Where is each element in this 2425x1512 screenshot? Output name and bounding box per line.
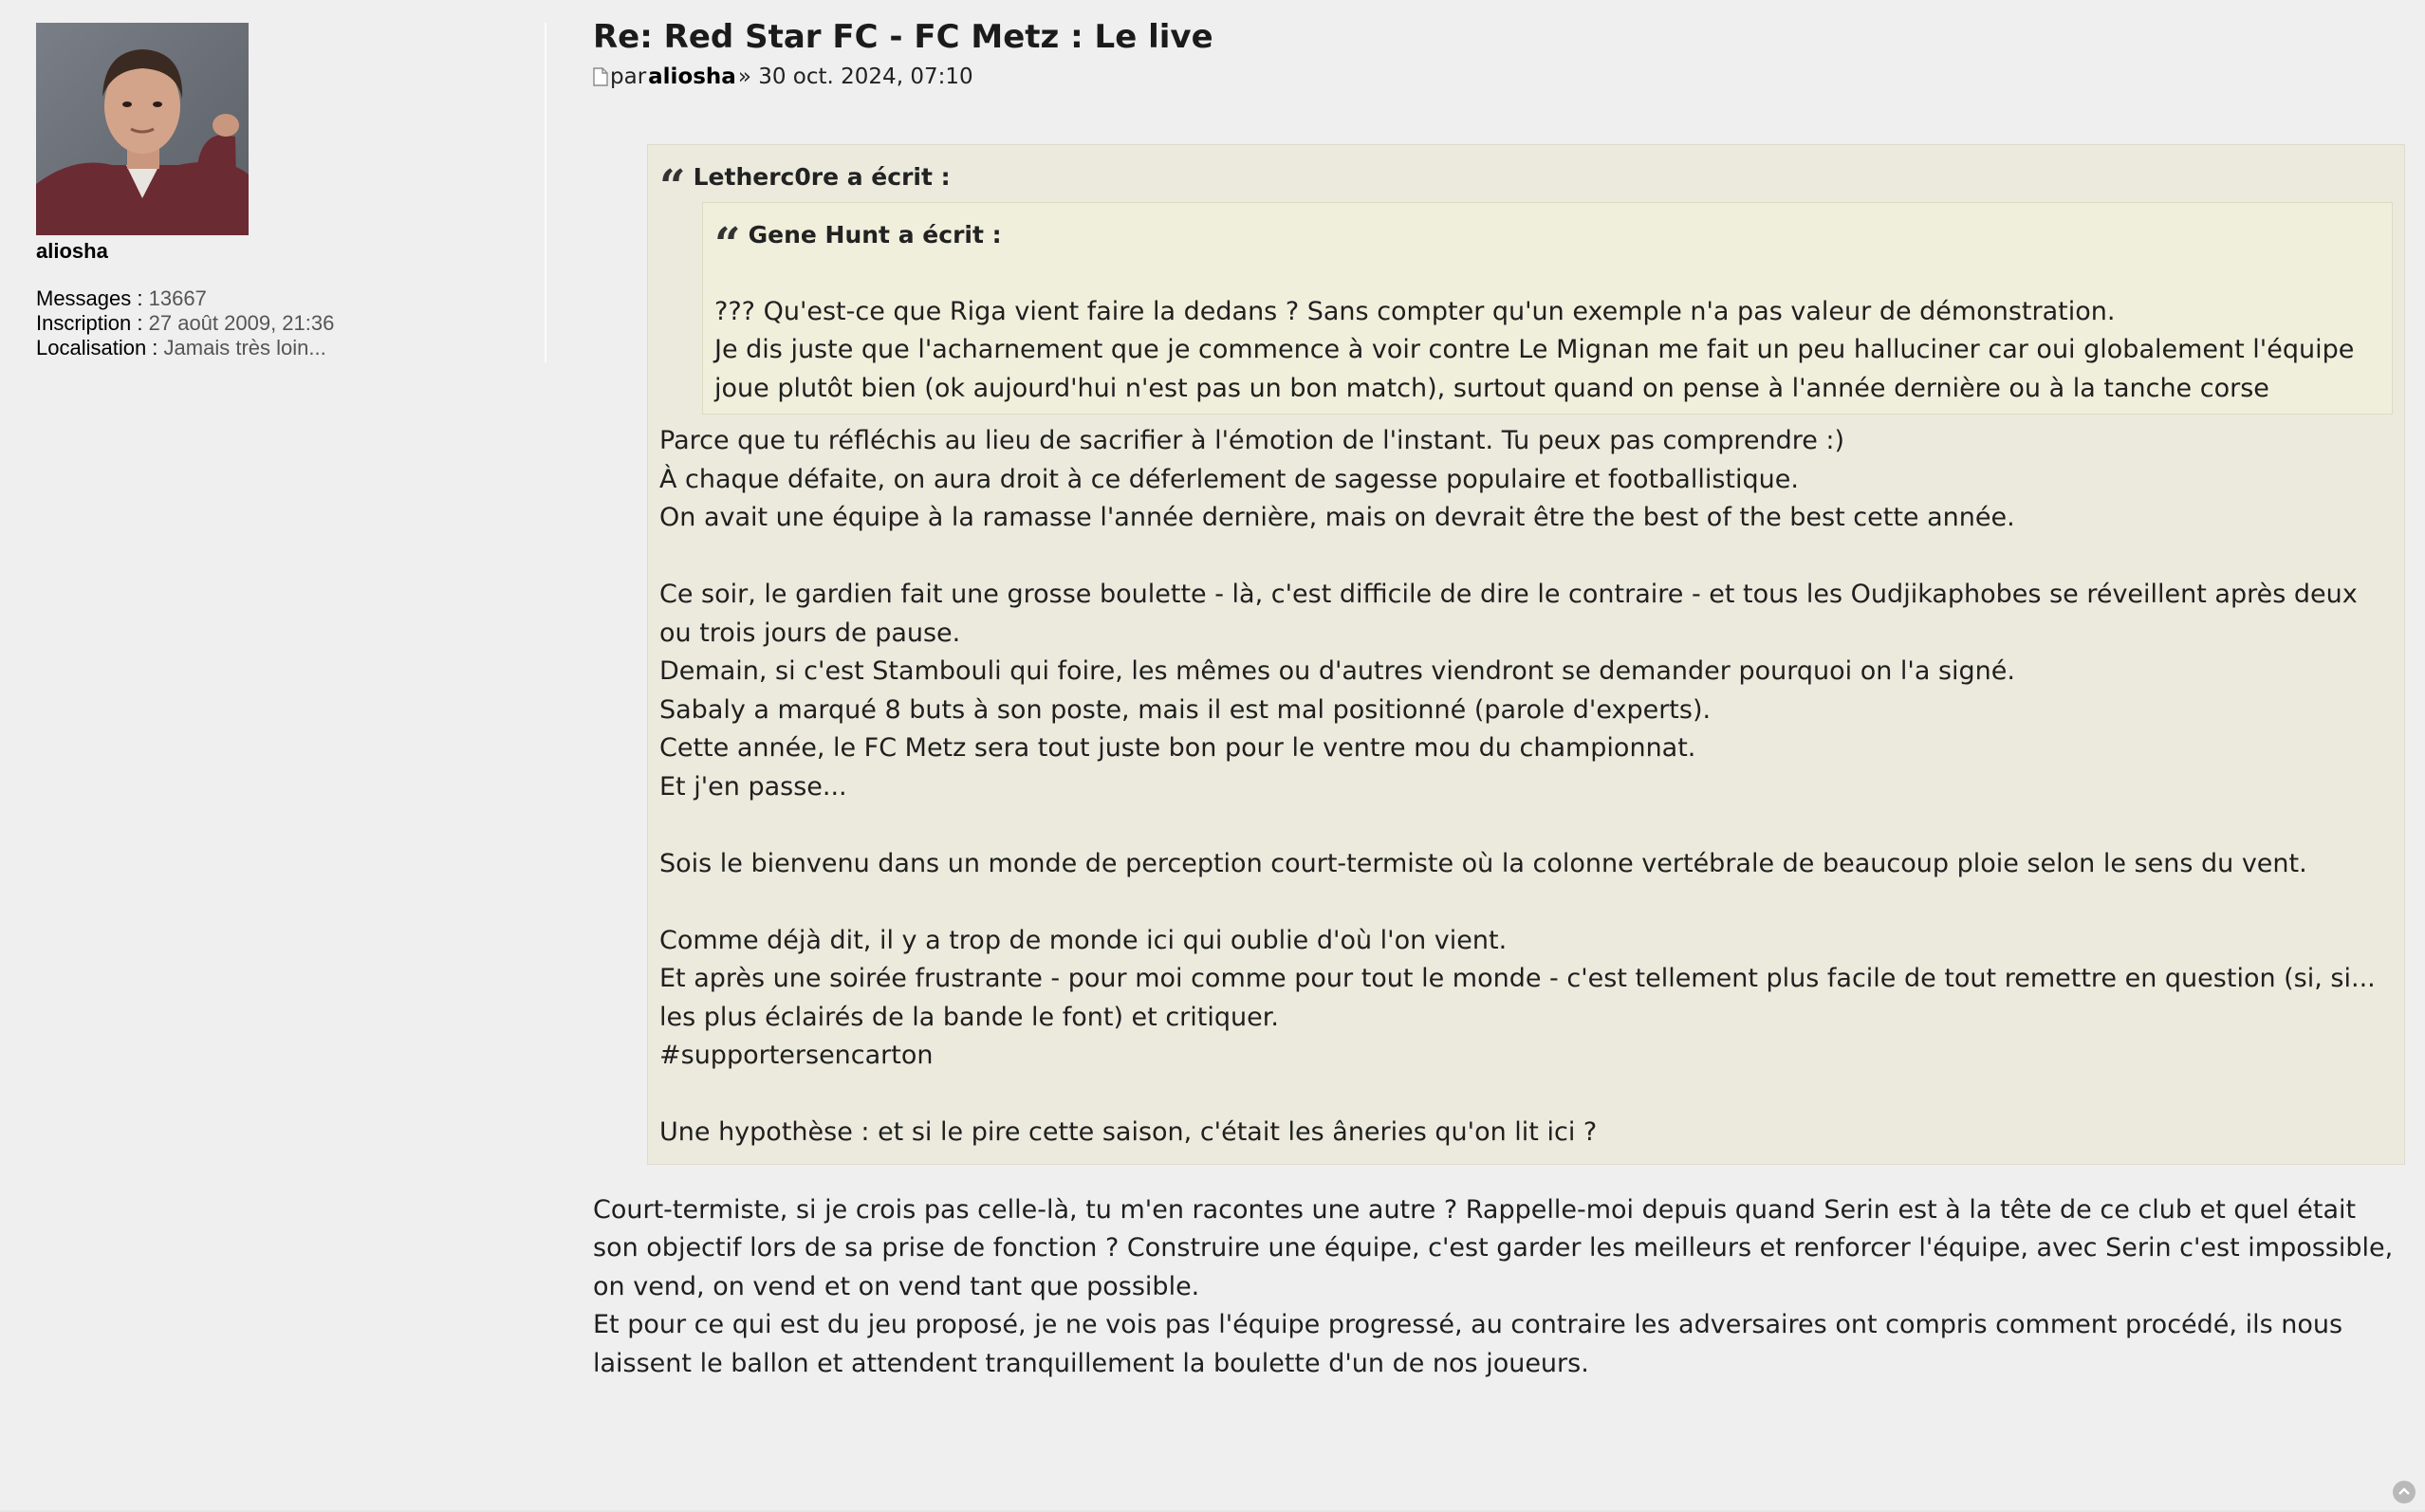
meta-prefix: par (610, 65, 647, 89)
text-line: Et pour ce qui est du jeu proposé, je ne vois pas l'équipe progressé, au contraire les adversaires ont compris comment procédé, ils nous laissent le ballon et attendent tranquillement la boulette d'un de nos joueurs. (593, 1310, 2351, 1378)
stat-messages (36, 286, 529, 311)
nested-quote-cite (714, 216, 2380, 271)
nested-quote-block (702, 202, 2393, 415)
quote-text (659, 422, 2393, 1152)
meta-author[interactable]: aliosha (648, 65, 736, 89)
text-line: Sabaly a marqué 8 buts à son poste, mais il est mal positionné (parole d'experts). (659, 694, 1712, 725)
text-line: Court-termiste, si je crois pas celle-là, tu m'en racontes une autre ? Rappelle-moi depuis quand Serin est à la tête de ce club et quel était son objectif lors de sa prise de fonction ? Construire une équipe, c'est garder les meilleurs et renforcer l'équipe, avec Serin c'est impossible, on vend, on vend et on vend tant que possible. (593, 1194, 2401, 1301)
spacer (714, 254, 2380, 293)
profile-stats (36, 286, 529, 360)
text-line: Ce soir, le gardien fait une grosse boulette - là, c'est difficile de dire le contraire - et tous les Oudjikaphobes se réveillent après deux ou trois jours de pause. (659, 580, 2366, 648)
stat-label: Localisation : (36, 336, 158, 360)
text-line: Et après une soirée frustrante - pour moi comme pour tout le monde - c'est tellement plus facile de tout remettre en question (si, si... les plus éclairés de la bande le font) et critiquer. (659, 964, 2384, 1032)
blank-line (659, 806, 2393, 845)
post-header (593, 15, 1213, 91)
reply-text (593, 1191, 2405, 1384)
blank-line (659, 1076, 2393, 1115)
meta-date: » 30 oct. 2024, 07:10 (737, 65, 973, 89)
text-line: On avait une équipe à la ramasse l'année dernière, mais on devrait être the best of the best cette année. (659, 503, 2015, 532)
stat-localisation (36, 336, 529, 360)
text-line: Une hypothèse : et si le pire cette saison, c'était les âneries qu'on lit ici ? (659, 1117, 1598, 1147)
stat-value: 27 août 2009, 21:36 (148, 311, 335, 335)
text-line: ??? Qu'est-ce que Riga vient faire la dedans ? Sans compter qu'un exemple n'a pas valeur de démonstration. (714, 296, 2116, 326)
quote-cite-text[interactable]: Letherc0re a écrit : (693, 162, 951, 191)
text-line: À chaque défaite, on aura droit à ce déferlement de sagesse populaire et footballistique. (659, 464, 1799, 494)
quote-cite (659, 158, 2393, 213)
blank-line (659, 883, 2393, 922)
quote-icon: “ (659, 160, 686, 213)
text-line: Cette année, le FC Metz sera tout juste bon pour le ventre mou du championnat. (659, 733, 1696, 763)
stat-value: Jamais très loin... (163, 336, 326, 360)
text-line: Demain, si c'est Stambouli qui foire, les mêmes ou d'autres viendront se demander pourquoi on l'a signé. (659, 656, 2015, 686)
text-line: #supportersencarton (659, 1041, 934, 1070)
post-title[interactable]: Re: Red Star FC - FC Metz : Le live (593, 18, 1213, 56)
post-meta (593, 63, 1213, 91)
quote-icon: “ (714, 218, 741, 271)
username[interactable]: aliosha (36, 239, 108, 263)
quote-block (647, 144, 2405, 1165)
column-divider (545, 23, 546, 362)
post-content (593, 144, 2405, 1383)
avatar[interactable] (36, 23, 249, 235)
text-line: Je dis juste que l'acharnement que je commence à voir contre Le Mignan me fait un peu halluciner car oui globalement l'équipe joue plutôt bien (ok aujourd'hui n'est pas un bon match), surtout quand on pense à l'année dernière ou à la tanche corse (714, 335, 2362, 403)
back-to-top-icon[interactable] (2393, 1481, 2416, 1503)
post-profile (36, 23, 529, 360)
text-line: Parce que tu réfléchis au lieu de sacrifier à l'émotion de l'instant. Tu peux pas comprendre :) (659, 426, 1845, 455)
stat-inscription (36, 311, 529, 336)
text-line: Sois le bienvenu dans un monde de perception court-termiste où la colonne vertébrale de beaucoup ploie selon le sens du vent. (659, 848, 2307, 878)
stat-value[interactable]: 13667 (148, 286, 207, 310)
stat-label: Inscription : (36, 311, 143, 335)
stat-label: Messages : (36, 286, 143, 310)
nested-quote-text (714, 293, 2380, 409)
text-line: Comme déjà dit, il y a trop de monde ici qui oublie d'où l'on vient. (659, 925, 1508, 955)
nested-quote-cite-text[interactable]: Gene Hunt a écrit : (748, 220, 1002, 249)
text-line: Et j'en passe... (659, 771, 847, 802)
post-file-icon[interactable] (593, 67, 608, 86)
blank-line (659, 538, 2393, 577)
